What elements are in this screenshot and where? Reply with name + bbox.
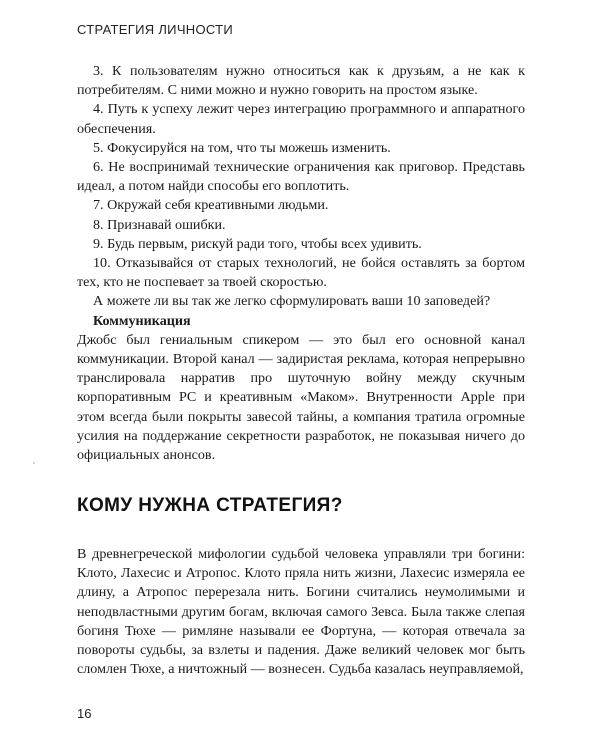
list-item: 10. Отказывайся от старых технологий, не бойся оставлять за бортом тех, кто не поспевает за твоей скоростью. <box>77 255 525 291</box>
section-paragraph: В древнегреческой мифологии судьбой человека управляли три богини: Клото, Лахесис и Атропос. Клото пряла нить жизни, Лахесис измеряла ее длину, а Атропос перерезала нить. Богини считались неумолимыми и неподвластными другим богам, включая самого Зевса. Была также слепая богиня Тюхе — римляне называли ее Фортуна, — которая отвечала за повороты судьбы, за взлеты и падения. Даже великий человек мог быть сломлен Тюхе, а ничтожный — вознесен. Судьба казалась неуправляемой, <box>77 546 525 678</box>
scan-speck <box>33 462 35 464</box>
running-head: СТРАТЕГИЯ ЛИЧНОСТИ <box>77 22 234 37</box>
main-text-block <box>77 62 525 465</box>
list-item: 7. Окружай себя креативными людьми. <box>93 197 329 214</box>
question-paragraph: А можете ли вы так же легко сформулировать ваши 10 заповедей? <box>93 293 491 310</box>
list-item: 4. Путь к успеху лежит через интеграцию программного и аппаратного обеспечения. <box>77 101 525 137</box>
subheading-communication: Коммуникация <box>93 312 191 329</box>
list-item: 5. Фокусируйся на том, что ты можешь изменить. <box>93 139 391 156</box>
page-number: 16 <box>77 706 92 721</box>
section-heading: КОМУ НУЖНА СТРАТЕГИЯ? <box>77 495 343 516</box>
list-item: 6. Не воспринимай технические ограничения как приговор. Представь идеал, а потом найди способы его воплотить. <box>77 159 525 195</box>
list-item: 9. Будь первым, рискуй ради того, чтобы всех удивить. <box>93 235 422 252</box>
communication-paragraph: Джобс был гениальным спикером — это был его основной канал коммуникации. Второй канал — задиристая реклама, которая непрерывно транслировала нарратив про шуточную войну между скучным корпоративным PC и креативным «Маком». Внутренности Apple при этом всегда были покрыты завесой тайны, а компания тратила огромные усилия на поддержание секретности разработок, не показывая ничего до официальных анонсов. <box>77 331 525 464</box>
list-item: 3. К пользователям нужно относиться как к друзьям, а не как к потребителям. С ними можно и нужно говорить на простом языке. <box>77 63 525 99</box>
section-text-block <box>77 545 525 679</box>
list-item: 8. Признавай ошибки. <box>93 216 226 233</box>
